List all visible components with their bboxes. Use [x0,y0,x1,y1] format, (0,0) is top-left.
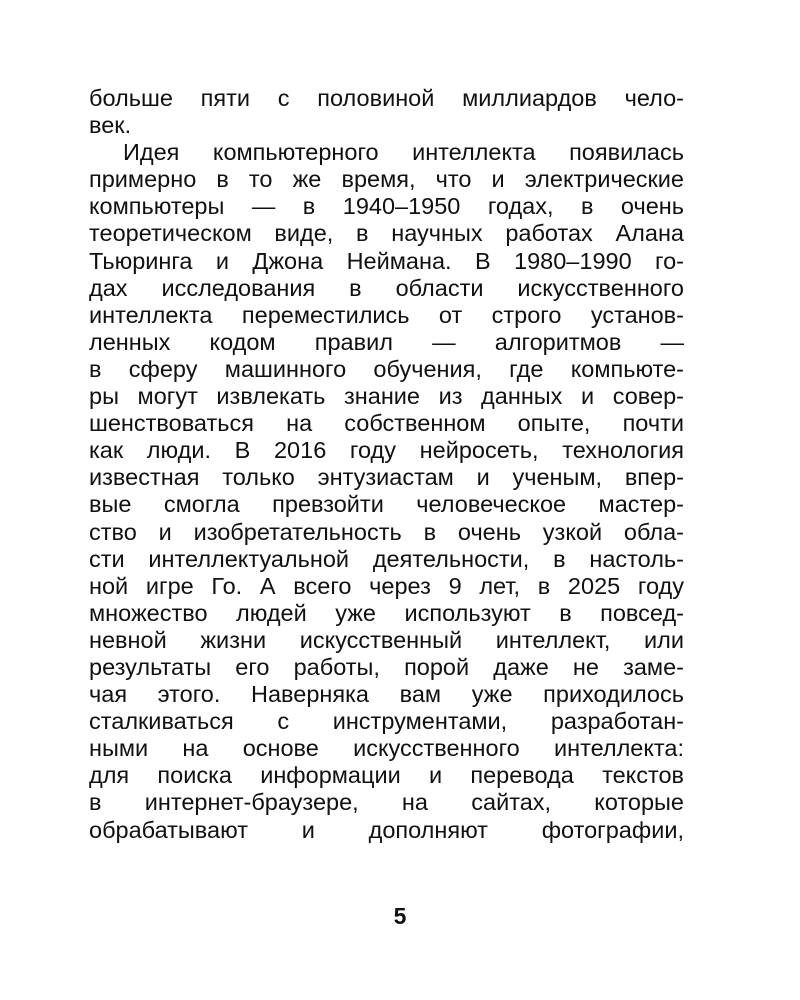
text-line: ры могут извлекать знание из данных и совер- [89,383,684,410]
text-line: результаты его работы, порой даже не заме- [89,653,684,680]
text-line: дах исследования в области искусственного [89,274,684,301]
body-text [89,85,684,844]
text-line: интеллекта переместились от строго установ- [89,301,684,328]
text-line: примерно в то же время, что и электрические [89,166,684,193]
text-line: обрабатывают и дополняют фотографии, [89,816,684,843]
text-line: ленных кодом правил — алгоритмов — [89,328,684,355]
text-line: Тьюринга и Джона Неймана. В 1980–1990 го- [89,247,684,274]
text-line: сти интеллектуальной деятельности, в настоль- [89,545,684,572]
text-line: ство и изобретательность в очень узкой обла- [89,518,684,545]
text-line: ными на основе искусственного интеллекта: [89,735,684,762]
text-line: в сферу машинного обучения, где компьюте- [89,355,684,382]
text-line: теоретическом виде, в научных работах Алана [89,220,684,247]
text-line: Идея компьютерного интеллекта появилась [123,139,684,166]
text-line: известная только энтузиастам и ученым, впер- [89,464,684,491]
text-line: чая этого. Наверняка вам уже приходилось [89,681,684,708]
page-number: 5 [393,903,407,929]
text-line: ной игре Го. А всего через 9 лет, в 2025 году [89,572,684,599]
text-line: век. [89,112,132,139]
text-line: в интернет-браузере, на сайтах, которые [89,789,684,816]
text-line: компьютеры — в 1940–1950 годах, в очень [89,193,684,220]
text-line: вые смогла превзойти человеческое мастер- [89,491,684,518]
text-line: сталкиваться с инструментами, разработан- [89,708,684,735]
text-line: шенствоваться на собственном опыте, почти [89,410,684,437]
text-line: для поиска информации и перевода текстов [89,762,684,789]
text-line: невной жизни искусственный интеллект, или [89,626,684,653]
text-line: больше пяти с половиной миллиардов чело- [89,85,684,111]
text-line: как люди. В 2016 году нейросеть, технология [89,437,684,464]
text-line: множество людей уже используют в повсед- [89,599,684,626]
